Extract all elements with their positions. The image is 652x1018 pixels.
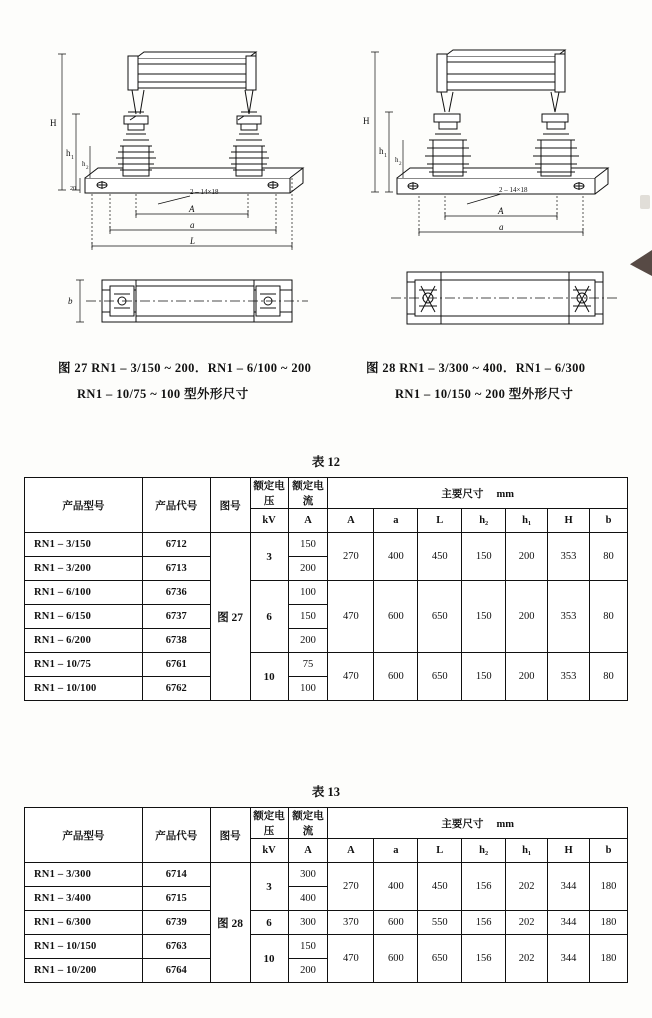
t13-row2-model: RN1 – 6/300	[25, 911, 143, 935]
t13-header-dim-b: b	[589, 839, 627, 863]
t13-g2-h2: 156	[462, 935, 506, 983]
svg-text:L: L	[190, 236, 196, 246]
t12-g1-h1: 200	[506, 581, 548, 653]
t13-row0-model: RN1 – 3/300	[25, 863, 143, 887]
svg-text:A: A	[498, 206, 504, 216]
t12-row4-current: 200	[288, 629, 328, 653]
t12-row2-current: 100	[288, 581, 328, 605]
t12-row3-code: 6737	[142, 605, 210, 629]
t13-row0-current: 300	[288, 863, 328, 887]
t12-header-figno: 图号	[210, 478, 250, 533]
t12-g0-H: 353	[548, 533, 590, 581]
svg-text:a: a	[190, 220, 195, 230]
t12-g0-L: 450	[418, 533, 462, 581]
table-13-title: 表 13	[311, 785, 341, 799]
table-12-title: 表 12	[311, 455, 341, 469]
t12-g1-a: 600	[374, 581, 418, 653]
t13-main-dims-unit: mm	[496, 818, 515, 830]
t12-g0-A: 270	[328, 533, 374, 581]
figure-28-caption-line1: 图 28 RN1 – 3/300 ~ 400．RN1 – 6/300	[366, 361, 586, 375]
t12-g0-h2: 150	[462, 533, 506, 581]
t13-header-model: 产品型号	[25, 808, 143, 863]
t12-main-dims-label: 主要尺寸	[441, 488, 484, 500]
figure-28-caption-line2: RN1 – 10/150 ~ 200 型外形尺寸	[395, 387, 574, 401]
label-H: H	[50, 118, 57, 128]
t12-g1-H: 353	[548, 581, 590, 653]
table-row	[25, 863, 628, 887]
t12-header-dim-h1: h₁	[506, 509, 548, 533]
table-13-block	[24, 782, 628, 983]
t13-g1-A: 370	[328, 911, 374, 935]
t12-row1-current: 200	[288, 557, 328, 581]
svg-text:2: 2	[399, 162, 402, 167]
t12-g1-h2: 150	[462, 581, 506, 653]
t13-header-code: 产品代号	[142, 808, 210, 863]
t13-row2-current: 300	[288, 911, 328, 935]
t12-row0-model: RN1 – 3/150	[25, 533, 143, 557]
t12-g0-h1: 200	[506, 533, 548, 581]
svg-text:b: b	[68, 296, 73, 306]
t12-header-dim-h2: h₂	[462, 509, 506, 533]
t13-row2-code: 6739	[142, 911, 210, 935]
t12-g0-b: 80	[590, 533, 628, 581]
t12-row6-model: RN1 – 10/100	[25, 677, 143, 701]
t13-header-dim-L: L	[418, 839, 462, 863]
t12-row0-current: 150	[288, 533, 328, 557]
t12-header-dim-H: H	[548, 509, 590, 533]
t13-row4-model: RN1 – 10/200	[25, 959, 143, 983]
t12-header-dim-a: a	[374, 509, 418, 533]
t13-header-rated-voltage: 额定电压	[250, 808, 288, 839]
t12-header-dim-L: L	[418, 509, 462, 533]
svg-text:h: h	[82, 160, 86, 168]
t13-main-dims-label: 主要尺寸	[441, 818, 484, 830]
t13-header-dim-h2: h₂	[462, 839, 506, 863]
t12-g2-A: 470	[328, 653, 374, 701]
t13-header-dim-a: a	[374, 839, 418, 863]
t13-g0-L: 450	[418, 863, 462, 911]
table-row	[25, 911, 628, 935]
t12-row6-current: 100	[288, 677, 328, 701]
figure-area	[0, 0, 652, 350]
t12-g1-b: 80	[590, 581, 628, 653]
svg-text:A: A	[189, 204, 195, 214]
t13-g1-L: 550	[418, 911, 462, 935]
t13-g0-a: 400	[374, 863, 418, 911]
t13-g0-h2: 156	[462, 863, 506, 911]
t12-g1-A: 470	[328, 581, 374, 653]
t12-row3-current: 150	[288, 605, 328, 629]
t13-header-main-dims	[328, 808, 628, 839]
t13-figno: 图 28	[210, 863, 250, 983]
t12-g0-a: 400	[374, 533, 418, 581]
t12-g2-h2: 150	[462, 653, 506, 701]
t12-header-code: 产品代号	[142, 478, 210, 533]
t13-row3-code: 6763	[142, 935, 210, 959]
table-row	[25, 581, 628, 605]
svg-text:20: 20	[70, 186, 76, 192]
svg-text:2 – 14×18: 2 – 14×18	[190, 188, 219, 196]
t13-g1-h2: 156	[462, 911, 506, 935]
t13-kv-3: 3	[250, 863, 288, 911]
t12-header-amp: A	[288, 509, 328, 533]
t12-kv-10: 10	[250, 653, 288, 701]
t13-g2-a: 600	[374, 935, 418, 983]
t12-row6-code: 6762	[142, 677, 210, 701]
svg-text:1: 1	[384, 153, 387, 159]
t13-row3-current: 150	[288, 935, 328, 959]
svg-text:a: a	[499, 222, 504, 232]
t13-row4-code: 6764	[142, 959, 210, 983]
t13-header-dim-H: H	[548, 839, 590, 863]
t12-row4-code: 6738	[142, 629, 210, 653]
t12-header-dim-A: A	[328, 509, 374, 533]
t13-kv-10: 10	[250, 935, 288, 983]
t12-kv-6: 6	[250, 581, 288, 653]
t13-g0-A: 270	[328, 863, 374, 911]
t12-row5-current: 75	[288, 653, 328, 677]
t13-g2-H: 344	[548, 935, 590, 983]
t13-g1-H: 344	[548, 911, 590, 935]
t13-g2-b: 180	[589, 935, 627, 983]
t12-row5-model: RN1 – 10/75	[25, 653, 143, 677]
svg-text:h: h	[66, 148, 71, 158]
svg-text:H: H	[363, 116, 370, 126]
svg-text:2 – 14×18: 2 – 14×18	[499, 186, 528, 194]
t12-header-dim-b: b	[590, 509, 628, 533]
t13-kv-6: 6	[250, 911, 288, 935]
t13-row3-model: RN1 – 10/150	[25, 935, 143, 959]
svg-text:h: h	[395, 156, 399, 164]
t12-row2-model: RN1 – 6/100	[25, 581, 143, 605]
t12-row4-model: RN1 – 6/200	[25, 629, 143, 653]
table-12	[24, 477, 628, 701]
figure-28-drawing	[355, 28, 625, 348]
t12-g2-L: 650	[418, 653, 462, 701]
t13-header-rated-current: 额定电流	[288, 808, 328, 839]
t12-row2-code: 6736	[142, 581, 210, 605]
t12-main-dims-unit: mm	[496, 488, 515, 500]
t13-row1-code: 6715	[142, 887, 210, 911]
svg-text:h: h	[379, 146, 384, 156]
t13-g1-a: 600	[374, 911, 418, 935]
t12-g2-a: 600	[374, 653, 418, 701]
figure-27-caption-line2: RN1 – 10/75 ~ 100 型外形尺寸	[77, 387, 249, 401]
svg-text:1: 1	[71, 155, 74, 161]
t13-header-figno: 图号	[210, 808, 250, 863]
t12-header-kv: kV	[250, 509, 288, 533]
table-12-block	[24, 452, 628, 701]
t12-g2-b: 80	[590, 653, 628, 701]
t13-row0-code: 6714	[142, 863, 210, 887]
t12-figno: 图 27	[210, 533, 250, 701]
t13-g1-b: 180	[589, 911, 627, 935]
t13-header-amp: A	[288, 839, 328, 863]
t13-row4-current: 200	[288, 959, 328, 983]
page-edge-mark	[640, 195, 650, 209]
table-row	[25, 653, 628, 677]
t12-row3-model: RN1 – 6/150	[25, 605, 143, 629]
t12-row5-code: 6761	[142, 653, 210, 677]
t12-g1-L: 650	[418, 581, 462, 653]
t13-header-dim-A: A	[328, 839, 374, 863]
t13-header-dim-h1: h₁	[506, 839, 548, 863]
t13-header-kv: kV	[250, 839, 288, 863]
table-row	[25, 533, 628, 557]
t13-g2-h1: 202	[506, 935, 548, 983]
t13-g1-h1: 202	[506, 911, 548, 935]
t12-header-rated-voltage: 额定电压	[250, 478, 288, 509]
t12-header-model: 产品型号	[25, 478, 143, 533]
t12-row1-code: 6713	[142, 557, 210, 581]
t12-row1-model: RN1 – 3/200	[25, 557, 143, 581]
svg-text:2: 2	[86, 166, 89, 171]
t13-g0-H: 344	[548, 863, 590, 911]
t12-row0-code: 6712	[142, 533, 210, 557]
t13-g2-L: 650	[418, 935, 462, 983]
t12-kv-3: 3	[250, 533, 288, 581]
table-13	[24, 807, 628, 983]
t13-g2-A: 470	[328, 935, 374, 983]
t12-g2-h1: 200	[506, 653, 548, 701]
t13-g0-b: 180	[589, 863, 627, 911]
figure-27-caption-line1: 图 27 RN1 – 3/150 ~ 200．RN1 – 6/100 ~ 200	[58, 361, 312, 375]
figure-27-drawing	[40, 28, 320, 348]
t12-header-rated-current: 额定电流	[288, 478, 328, 509]
table-row	[25, 935, 628, 959]
t12-header-main-dims	[328, 478, 628, 509]
t13-row1-current: 400	[288, 887, 328, 911]
t13-g0-h1: 202	[506, 863, 548, 911]
t12-g2-H: 353	[548, 653, 590, 701]
t13-row1-model: RN1 – 3/400	[25, 887, 143, 911]
